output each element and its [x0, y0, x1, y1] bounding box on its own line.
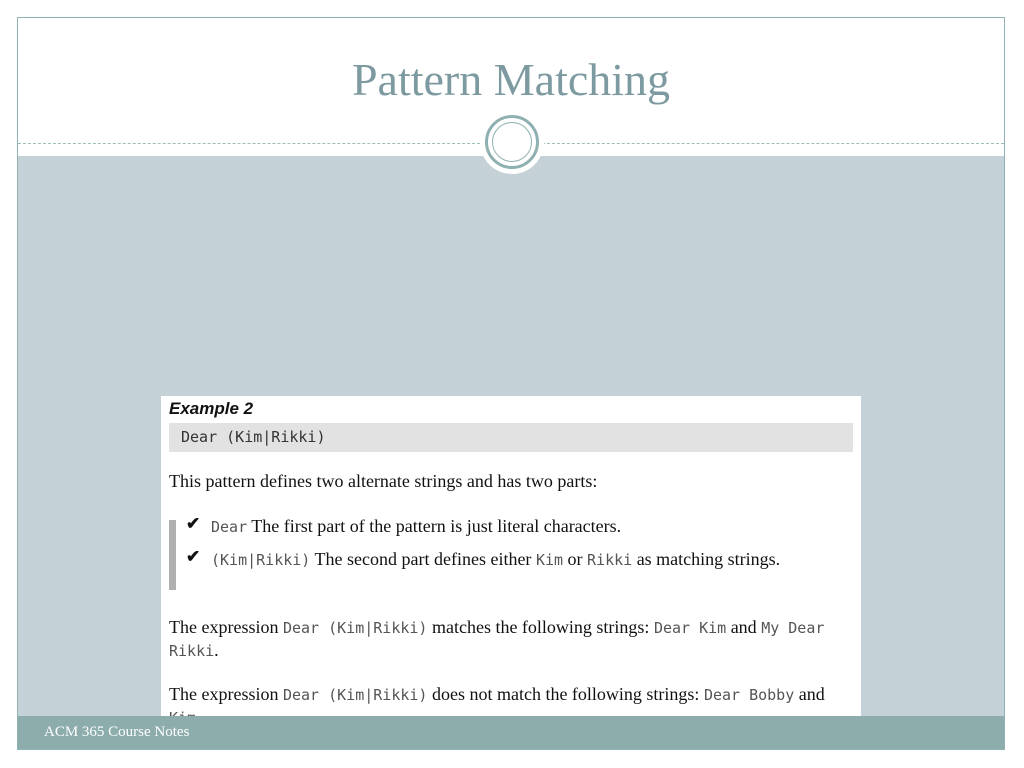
bullet-2	[211, 548, 851, 571]
bullet-2-text-b: or	[563, 549, 588, 569]
match-code-s1: Dear Kim	[653, 619, 727, 637]
checkmark-icon: ✔	[186, 514, 201, 533]
intro-text: This pattern defines two alternate strings and has two parts:	[169, 471, 598, 491]
bullet-2-text-a: The second part defines either	[310, 549, 536, 569]
slide-title: Pattern Matching	[351, 54, 671, 105]
example-excerpt-image	[161, 396, 861, 736]
code-pattern: Dear (Kim|Rikki)	[181, 428, 326, 446]
bullet-1-code: Dear	[211, 518, 248, 536]
nomatch-text-b: does not match the following strings:	[427, 684, 704, 704]
checkmark-icon: ✔	[186, 547, 201, 566]
bullet-1	[211, 515, 851, 538]
footer-text: ACM 365 Course Notes	[44, 724, 190, 740]
bullet-2-code: (Kim|Rikki)	[211, 551, 311, 569]
nomatch-code-s1: Dear Bobby	[703, 686, 795, 704]
match-text-c: and	[726, 617, 762, 637]
nomatch-text-c: and	[794, 684, 825, 704]
slide	[17, 17, 1005, 750]
example-heading: Example 2	[169, 399, 254, 418]
bullet-2-code-kim: Kim	[535, 551, 564, 569]
match-text-d: .	[214, 640, 219, 660]
footer-bar	[18, 716, 1004, 750]
code-bar	[169, 423, 853, 452]
ornament-inner-ring-icon	[492, 122, 532, 162]
bullet-side-bar	[169, 520, 176, 590]
match-paragraph	[169, 616, 853, 662]
match-text-b: matches the following strings:	[427, 617, 654, 637]
match-code-expr: Dear (Kim|Rikki)	[282, 619, 428, 637]
bullet-2-text-c: as matching strings.	[632, 549, 781, 569]
match-text-a: The expression	[169, 617, 283, 637]
bullet-2-code-rikki: Rikki	[587, 551, 633, 569]
content-area	[18, 156, 1004, 716]
nomatch-code-expr: Dear (Kim|Rikki)	[282, 686, 428, 704]
match-code-s2: My Dear Rikki	[169, 619, 825, 660]
bullet-1-text: The first part of the pattern is just literal characters.	[247, 516, 622, 536]
nomatch-text-a: The expression	[169, 684, 283, 704]
